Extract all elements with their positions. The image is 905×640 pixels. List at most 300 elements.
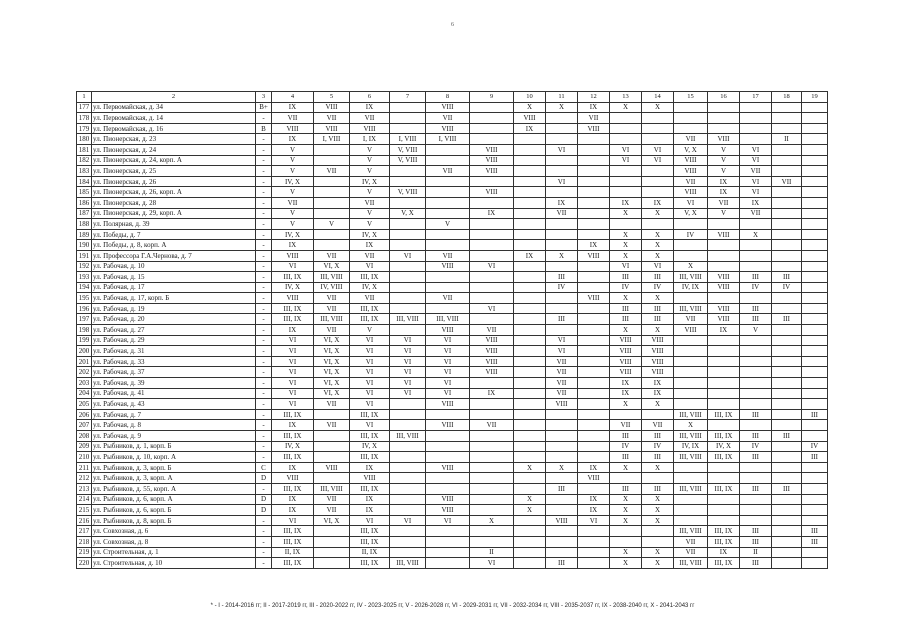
table-cell: III, IX <box>272 526 314 537</box>
table-cell <box>426 176 470 187</box>
table-cell: V, VIII <box>390 144 426 155</box>
table-cell <box>390 441 426 452</box>
table-cell: VI <box>674 197 708 208</box>
table-cell <box>802 219 828 230</box>
table-cell <box>314 558 350 569</box>
table-cell: IV, X <box>708 441 740 452</box>
table-cell: VI <box>642 155 674 166</box>
table-cell <box>546 409 578 420</box>
table-cell <box>802 123 828 134</box>
address-cell: ул. Рыбников, д. 1, корп. Б <box>92 441 256 452</box>
table-cell: IV <box>674 229 708 240</box>
table-cell <box>426 155 470 166</box>
table-cell <box>610 166 642 177</box>
table-cell <box>426 547 470 558</box>
address-cell: ул. Победы, д. 8, корп. А <box>92 240 256 251</box>
table-cell: VIII <box>350 123 390 134</box>
table-cell <box>390 102 426 113</box>
table-cell: III <box>740 431 772 442</box>
table-cell <box>802 346 828 357</box>
table-cell: IX <box>272 134 314 145</box>
table-cell <box>802 102 828 113</box>
table-cell <box>740 420 772 431</box>
table-cell: VII <box>610 420 642 431</box>
table-cell <box>470 526 514 537</box>
table-cell: III, IX <box>350 314 390 325</box>
table-cell <box>674 293 708 304</box>
table-cell <box>578 483 610 494</box>
table-cell <box>674 346 708 357</box>
table-cell: VI <box>350 261 390 272</box>
table-cell: V <box>314 219 350 230</box>
table-cell <box>578 197 610 208</box>
table-cell: 181 <box>77 144 92 155</box>
table-cell <box>642 134 674 145</box>
address-cell: ул. Рабочая, д. 31 <box>92 346 256 357</box>
table-cell: IX <box>578 505 610 516</box>
table-cell: IV <box>610 441 642 452</box>
address-cell: ул. Рабочая, д. 17 <box>92 282 256 293</box>
column-header: 7 <box>390 92 426 103</box>
column-header: 17 <box>740 92 772 103</box>
table-cell: VIII <box>470 166 514 177</box>
table-cell <box>470 378 514 389</box>
table-cell <box>514 388 546 399</box>
table-cell: III, IX <box>272 272 314 283</box>
table-cell <box>546 155 578 166</box>
table-cell: VII <box>350 197 390 208</box>
table-cell: VI <box>272 388 314 399</box>
table-cell <box>610 219 642 230</box>
table-cell: VI <box>272 367 314 378</box>
table-cell <box>740 123 772 134</box>
table-cell <box>514 134 546 145</box>
table-cell <box>314 176 350 187</box>
table-cell: VIII <box>674 325 708 336</box>
table-cell <box>578 558 610 569</box>
table-cell <box>740 261 772 272</box>
table-cell: VII <box>314 303 350 314</box>
table-cell <box>470 272 514 283</box>
table-cell: 178 <box>77 113 92 124</box>
table-cell: - <box>256 272 272 283</box>
table-cell: - <box>256 325 272 336</box>
table-cell <box>426 473 470 484</box>
table-cell <box>470 250 514 261</box>
table-row <box>77 409 828 420</box>
table-row <box>77 208 828 219</box>
table-cell <box>772 536 802 547</box>
table-cell: X <box>514 102 546 113</box>
table-cell <box>314 431 350 442</box>
table-cell <box>546 494 578 505</box>
table-cell: V <box>426 219 470 230</box>
table-cell: - <box>256 399 272 410</box>
table-cell <box>610 409 642 420</box>
table-cell <box>514 176 546 187</box>
column-header: 4 <box>272 92 314 103</box>
table-cell <box>802 378 828 389</box>
table-cell: I, VIII <box>314 134 350 145</box>
table-cell <box>578 378 610 389</box>
table-cell: III <box>772 483 802 494</box>
table-cell: VI <box>426 367 470 378</box>
table-cell <box>772 367 802 378</box>
table-cell <box>674 102 708 113</box>
table-cell: IX <box>578 102 610 113</box>
table-cell <box>642 473 674 484</box>
address-cell: ул. Пионерская, д. 24 <box>92 144 256 155</box>
table-cell: X <box>642 208 674 219</box>
table-row <box>77 335 828 346</box>
table-cell <box>546 526 578 537</box>
table-cell: III, IX <box>708 452 740 463</box>
table-cell: VI <box>272 356 314 367</box>
table-cell <box>802 303 828 314</box>
table-cell: VII <box>314 505 350 516</box>
table-cell: VII <box>350 250 390 261</box>
table-cell <box>314 547 350 558</box>
table-cell: III, IX <box>708 526 740 537</box>
column-header: 8 <box>426 92 470 103</box>
table-cell: - <box>256 229 272 240</box>
table-cell <box>802 272 828 283</box>
table-cell: 201 <box>77 356 92 367</box>
address-cell: ул. Пионерская, д. 23 <box>92 134 256 145</box>
table-cell <box>470 462 514 473</box>
table-cell <box>674 494 708 505</box>
table-cell: III, VIII <box>674 409 708 420</box>
table-cell <box>514 431 546 442</box>
table-cell: V, VIII <box>390 155 426 166</box>
table-cell <box>514 282 546 293</box>
table-cell: VIII <box>272 293 314 304</box>
table-cell: VIII <box>470 367 514 378</box>
table-cell <box>390 483 426 494</box>
table-cell <box>426 144 470 155</box>
table-cell: VIII <box>708 229 740 240</box>
table-cell: IX <box>272 240 314 251</box>
table-cell: VI <box>642 144 674 155</box>
table-row <box>77 272 828 283</box>
table-cell: VI <box>390 378 426 389</box>
table-cell <box>546 505 578 516</box>
table-cell: III <box>546 272 578 283</box>
column-header: 11 <box>546 92 578 103</box>
table-row <box>77 558 828 569</box>
table-cell <box>772 420 802 431</box>
address-cell: ул. Рабочая, д. 39 <box>92 378 256 389</box>
table-cell <box>674 356 708 367</box>
table-cell: X <box>610 208 642 219</box>
table-cell: III <box>610 452 642 463</box>
table-cell: IV <box>546 282 578 293</box>
table-cell <box>314 526 350 537</box>
table-cell <box>470 197 514 208</box>
table-cell: VIII <box>708 314 740 325</box>
table-cell <box>578 409 610 420</box>
table-cell: IV, VIII <box>314 282 350 293</box>
table-cell: III <box>740 526 772 537</box>
table-cell: IX <box>470 388 514 399</box>
table-cell: III, VIII <box>674 526 708 537</box>
table-cell: VII <box>314 166 350 177</box>
table-cell: - <box>256 515 272 526</box>
table-cell <box>578 155 610 166</box>
table-cell: 196 <box>77 303 92 314</box>
table-cell <box>740 346 772 357</box>
table-cell <box>610 113 642 124</box>
table-cell <box>314 473 350 484</box>
table-cell <box>314 144 350 155</box>
table-cell <box>390 325 426 336</box>
table-cell <box>390 123 426 134</box>
table-cell: III <box>642 303 674 314</box>
table-cell: - <box>256 282 272 293</box>
table-cell <box>802 483 828 494</box>
table-cell <box>514 515 546 526</box>
table-cell: V <box>740 325 772 336</box>
table-cell: IX <box>578 494 610 505</box>
table-cell: IV <box>802 441 828 452</box>
address-cell: ул. Пионерская, д. 29, корп. А <box>92 208 256 219</box>
table-cell: VII <box>674 134 708 145</box>
table-cell: VII <box>546 367 578 378</box>
table-cell <box>470 229 514 240</box>
table-cell: VI <box>272 515 314 526</box>
table-cell <box>514 272 546 283</box>
table-cell: X <box>642 399 674 410</box>
table-cell: - <box>256 558 272 569</box>
table-cell: III <box>802 409 828 420</box>
table-row <box>77 420 828 431</box>
table-cell: VIII <box>272 473 314 484</box>
table-cell: VI, X <box>314 346 350 357</box>
table-cell <box>470 282 514 293</box>
table-cell: VI <box>390 367 426 378</box>
table-cell: 183 <box>77 166 92 177</box>
table-cell: V <box>708 208 740 219</box>
table-cell: III, VIII <box>390 431 426 442</box>
table-cell: VI, X <box>314 335 350 346</box>
table-row <box>77 399 828 410</box>
table-cell <box>610 123 642 134</box>
table-cell <box>772 356 802 367</box>
table-cell: 192 <box>77 261 92 272</box>
table-cell: VII <box>314 250 350 261</box>
table-cell <box>740 356 772 367</box>
table-cell: - <box>256 452 272 463</box>
table-cell: VI <box>426 378 470 389</box>
table-cell: III, IX <box>350 272 390 283</box>
address-cell: ул. Рабочая, д. 37 <box>92 367 256 378</box>
table-cell <box>708 356 740 367</box>
table-cell: - <box>256 208 272 219</box>
table-cell <box>470 219 514 230</box>
table-cell: VII <box>314 399 350 410</box>
table-cell: 189 <box>77 229 92 240</box>
table-cell: V <box>272 144 314 155</box>
address-cell: ул. Профессора Г.А.Чернова, д. 7 <box>92 250 256 261</box>
table-cell <box>578 134 610 145</box>
table-row <box>77 441 828 452</box>
table-cell: VIII <box>314 123 350 134</box>
table-cell: VI <box>390 346 426 357</box>
table-cell: 185 <box>77 187 92 198</box>
table-row <box>77 187 828 198</box>
address-cell: ул. Рыбников, д. 10, корп. А <box>92 452 256 463</box>
table-cell: - <box>256 144 272 155</box>
table-cell: III, IX <box>350 536 390 547</box>
table-cell: VII <box>426 250 470 261</box>
table-cell: VI <box>350 335 390 346</box>
table-cell <box>802 155 828 166</box>
table-cell: D <box>256 494 272 505</box>
table-cell <box>802 367 828 378</box>
table-cell <box>708 335 740 346</box>
table-cell: IX <box>272 505 314 516</box>
table-cell: X <box>642 293 674 304</box>
table-cell: X <box>642 547 674 558</box>
column-header: 13 <box>610 92 642 103</box>
table-cell <box>314 208 350 219</box>
table-cell <box>708 250 740 261</box>
table-cell: IX <box>610 197 642 208</box>
table-cell: B+ <box>256 102 272 113</box>
table-cell <box>546 113 578 124</box>
table-cell: III <box>642 314 674 325</box>
table-cell <box>674 240 708 251</box>
table-cell: X <box>546 462 578 473</box>
table-cell: II, IX <box>350 547 390 558</box>
table-cell: VIII <box>642 367 674 378</box>
table-cell: VI <box>390 250 426 261</box>
table-cell: IX <box>642 378 674 389</box>
table-cell: - <box>256 219 272 230</box>
table-cell: VI <box>470 558 514 569</box>
table-cell: VIII <box>470 356 514 367</box>
table-cell: 210 <box>77 452 92 463</box>
table-cell: VI <box>272 335 314 346</box>
table-cell <box>390 197 426 208</box>
table-cell: 206 <box>77 409 92 420</box>
table-cell: III, IX <box>350 483 390 494</box>
table-cell <box>470 134 514 145</box>
table-cell: - <box>256 250 272 261</box>
table-cell: VI <box>426 356 470 367</box>
table-cell: 205 <box>77 399 92 410</box>
table-cell: VII <box>740 208 772 219</box>
table-cell <box>426 483 470 494</box>
table-cell: III <box>772 314 802 325</box>
table-cell <box>470 314 514 325</box>
table-cell: VI <box>350 356 390 367</box>
address-cell: ул. Пионерская, д. 28 <box>92 197 256 208</box>
table-cell: VIII <box>314 102 350 113</box>
table-cell <box>740 473 772 484</box>
table-cell: III, VIII <box>314 483 350 494</box>
table-cell: VI <box>740 155 772 166</box>
table-cell: III, VIII <box>314 314 350 325</box>
table-cell: IV, X <box>272 441 314 452</box>
table-cell: IV, X <box>350 282 390 293</box>
table-cell: VIII <box>350 473 390 484</box>
column-header: 19 <box>802 92 828 103</box>
table-cell: - <box>256 346 272 357</box>
table-cell <box>426 208 470 219</box>
table-cell <box>708 420 740 431</box>
table-row <box>77 113 828 124</box>
table-cell <box>642 123 674 134</box>
table-row <box>77 102 828 113</box>
table-cell <box>610 134 642 145</box>
table-cell <box>674 335 708 346</box>
table-cell: VII <box>546 378 578 389</box>
table-cell <box>470 176 514 187</box>
table-cell <box>390 462 426 473</box>
table-cell: VIII <box>426 399 470 410</box>
table-cell <box>314 441 350 452</box>
table-cell: IX <box>272 102 314 113</box>
table-cell <box>772 526 802 537</box>
table-cell: V <box>708 144 740 155</box>
table-cell: VIII <box>578 123 610 134</box>
address-cell: ул. Рабочая, д. 15 <box>92 272 256 283</box>
table-row <box>77 494 828 505</box>
table-cell <box>514 219 546 230</box>
table-cell: 186 <box>77 197 92 208</box>
table-row <box>77 144 828 155</box>
address-cell: ул. Рабочая, д. 20 <box>92 314 256 325</box>
table-cell: V <box>350 144 390 155</box>
table-cell: VI <box>740 187 772 198</box>
table-cell: VIII <box>610 367 642 378</box>
table-cell: - <box>256 431 272 442</box>
table-cell: - <box>256 547 272 558</box>
table-cell: X <box>642 325 674 336</box>
table-cell: VI <box>610 261 642 272</box>
table-cell: VI <box>350 367 390 378</box>
table-cell <box>390 399 426 410</box>
table-cell <box>772 208 802 219</box>
table-cell: VIII <box>578 293 610 304</box>
table-cell <box>514 208 546 219</box>
table-cell <box>610 536 642 547</box>
table-cell <box>772 494 802 505</box>
table-cell: VI <box>272 399 314 410</box>
table-cell <box>546 240 578 251</box>
table-cell: III <box>642 431 674 442</box>
table-cell <box>642 187 674 198</box>
table-cell <box>514 325 546 336</box>
table-cell <box>708 399 740 410</box>
table-cell <box>642 536 674 547</box>
table-cell: V <box>708 166 740 177</box>
table-cell <box>578 536 610 547</box>
table-cell: VI, X <box>314 367 350 378</box>
table-cell <box>674 367 708 378</box>
table-cell: VII <box>674 176 708 187</box>
table-cell: III, IX <box>708 558 740 569</box>
table-cell <box>740 293 772 304</box>
table-cell: III <box>740 536 772 547</box>
table-cell <box>674 462 708 473</box>
table-cell: VIII <box>514 113 546 124</box>
table-cell <box>390 452 426 463</box>
table-cell <box>772 155 802 166</box>
table-cell <box>708 261 740 272</box>
table-cell: VI <box>390 356 426 367</box>
